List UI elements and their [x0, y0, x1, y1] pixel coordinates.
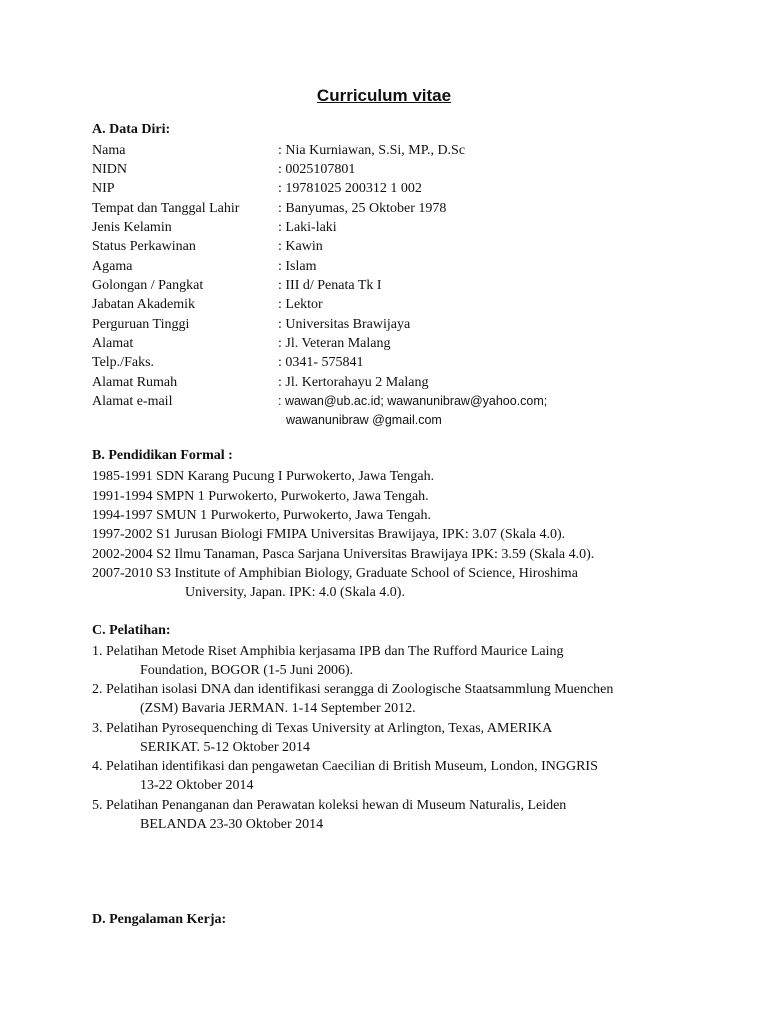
row-value: : Banyumas, 25 Oktober 1978	[278, 201, 447, 216]
training-line-continuation: BELANDA 23-30 Oktober 2014	[140, 817, 324, 832]
training-line-continuation: Foundation, BOGOR (1-5 Juni 2006).	[140, 663, 354, 678]
row-value: : Islam	[278, 259, 317, 274]
row-label: Tempat dan Tanggal Lahir	[92, 201, 240, 216]
row-label: Agama	[92, 259, 133, 274]
education-line-continuation: University, Japan. IPK: 4.0 (Skala 4.0).	[185, 585, 405, 600]
row-value: : 19781025 200312 1 002	[278, 181, 422, 196]
row-label: Alamat	[92, 336, 134, 351]
training-line: 1. Pelatihan Metode Riset Amphibia kerjasama IPB dan The Rufford Maurice Laing	[92, 644, 564, 659]
page-title: Curriculum vitae	[316, 86, 452, 105]
education-line: 1985-1991 SDN Karang Pucung I Purwokerto, Jawa Tengah.	[92, 469, 435, 484]
row-label: Perguruan Tinggi	[92, 317, 190, 332]
section-b-heading: B. Pendidikan Formal :	[92, 448, 233, 463]
training-line: 3. Pelatihan Pyrosequenching di Texas University at Arlington, Texas, AMERIKA	[92, 721, 553, 736]
row-value: : Kawin	[278, 239, 323, 254]
email-continuation: wawanunibraw @gmail.com	[286, 413, 442, 427]
training-line-continuation: SERIKAT. 5-12 Oktober 2014	[140, 740, 311, 755]
training-line: 5. Pelatihan Penanganan dan Perawatan koleksi hewan di Museum Naturalis, Leiden	[92, 798, 567, 813]
training-line-continuation: (ZSM) Bavaria JERMAN. 1-14 September 2012.	[140, 701, 416, 716]
row-label: Alamat Rumah	[92, 375, 178, 390]
row-label: Alamat e-mail	[92, 394, 173, 409]
section-a-heading: A. Data Diri:	[92, 122, 171, 137]
row-value: : Universitas Brawijaya	[278, 317, 411, 332]
training-line: 4. Pelatihan identifikasi dan pengawetan Caecilian di British Museum, London, INGGRIS	[92, 759, 598, 774]
education-line: 1994-1997 SMUN 1 Purwokerto, Purwokerto, Jawa Tengah.	[92, 508, 432, 523]
row-label: Jabatan Akademik	[92, 297, 196, 312]
row-label: NIDN	[92, 162, 127, 177]
row-label: Jenis Kelamin	[92, 220, 172, 235]
training-line: 2. Pelatihan isolasi DNA dan identifikasi serangga di Zoologische Staatsammlung Muenchen	[92, 682, 614, 697]
row-value: : Jl. Veteran Malang	[278, 336, 391, 351]
education-line: 2002-2004 S2 Ilmu Tanaman, Pasca Sarjana Universitas Brawijaya IPK: 3.59 (Skala 4.0).	[92, 547, 595, 562]
row-label: Nama	[92, 143, 126, 158]
section-d-heading: D. Pengalaman Kerja:	[92, 912, 227, 927]
row-label: Status Perkawinan	[92, 239, 196, 254]
row-label: Golongan / Pangkat	[92, 278, 204, 293]
education-line: 2007-2010 S3 Institute of Amphibian Biology, Graduate School of Science, Hiroshima	[92, 566, 578, 581]
row-value: : Jl. Kertorahayu 2 Malang	[278, 375, 429, 390]
education-line: 1991-1994 SMPN 1 Purwokerto, Purwokerto, Jawa Tengah.	[92, 489, 429, 504]
row-label: Telp./Faks.	[92, 355, 155, 370]
row-value: : III d/ Penata Tk I	[278, 278, 382, 293]
row-value: : Laki-laki	[278, 220, 337, 235]
training-line-continuation: 13-22 Oktober 2014	[140, 778, 254, 793]
section-c-heading: C. Pelatihan:	[92, 623, 171, 638]
row-value: : Lektor	[278, 297, 323, 312]
row-label: NIP	[92, 181, 115, 196]
row-value: : Nia Kurniawan, S.Si, MP., D.Sc	[278, 143, 466, 158]
row-value: : 0341- 575841	[278, 355, 364, 370]
row-value: : 0025107801	[278, 162, 356, 177]
email-value: : wawan@ub.ac.id; wawanunibraw@yahoo.com;	[278, 394, 548, 408]
education-line: 1997-2002 S1 Jurusan Biologi FMIPA Universitas Brawijaya, IPK: 3.07 (Skala 4.0).	[92, 527, 566, 542]
